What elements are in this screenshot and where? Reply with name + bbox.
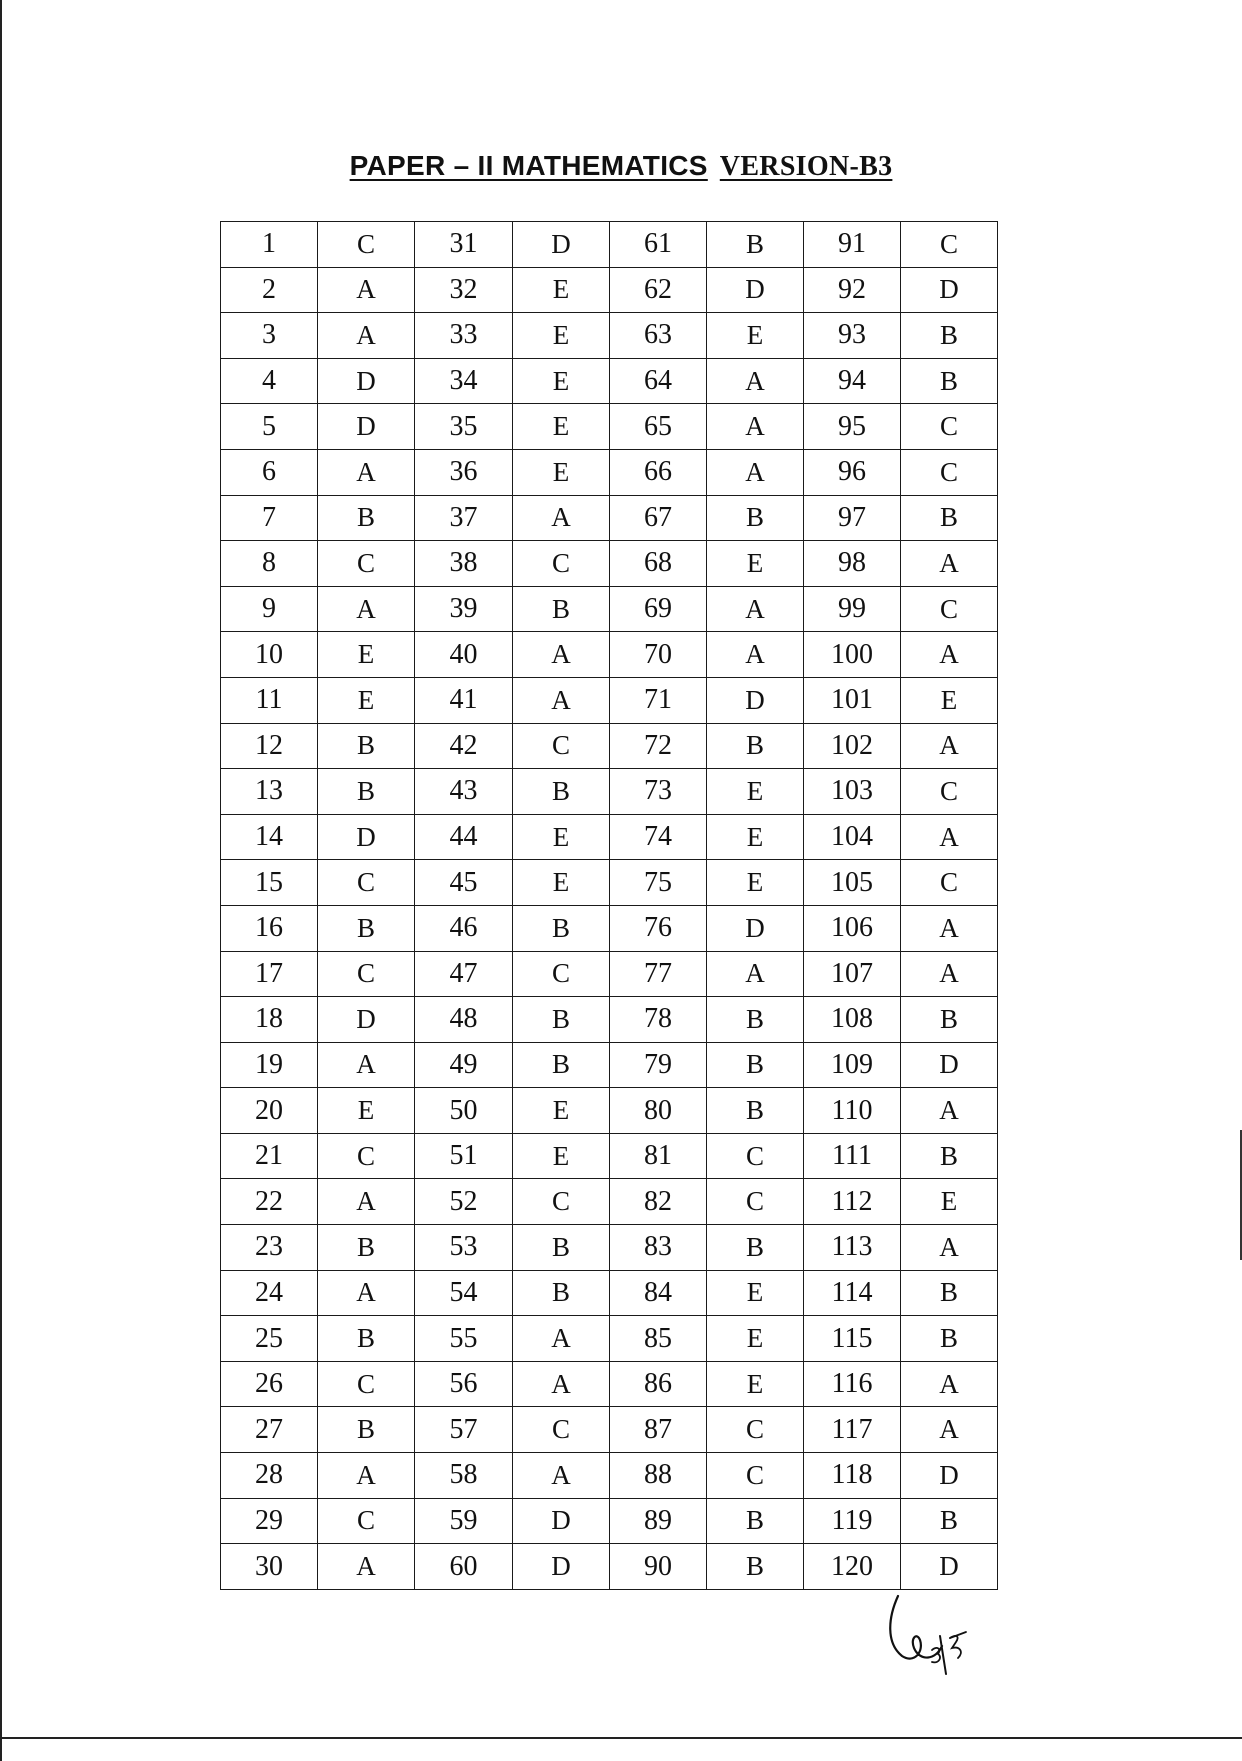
table-row (221, 1407, 998, 1453)
question-number-cell: 102 (804, 723, 901, 769)
answer-cell: C (707, 1407, 804, 1453)
answer-cell: D (318, 997, 415, 1043)
answer-cell: B (318, 723, 415, 769)
answer-cell: E (901, 1179, 998, 1225)
answer-cell: D (318, 358, 415, 404)
table-row (221, 313, 998, 359)
table-row (221, 586, 998, 632)
answer-cell: D (318, 814, 415, 860)
answer-cell: E (318, 632, 415, 678)
question-number-cell: 106 (804, 905, 901, 951)
question-number-cell: 113 (804, 1225, 901, 1271)
answer-cell: C (318, 1498, 415, 1544)
question-number-cell: 59 (415, 1498, 513, 1544)
table-row (221, 1498, 998, 1544)
answer-cell: B (901, 495, 998, 541)
question-number-cell: 56 (415, 1361, 513, 1407)
question-number-cell: 72 (610, 723, 707, 769)
answer-cell: E (318, 1088, 415, 1134)
question-number-cell: 73 (610, 769, 707, 815)
answer-cell: A (901, 1088, 998, 1134)
answer-cell: E (707, 769, 804, 815)
answer-cell: A (513, 632, 610, 678)
answer-cell: B (318, 1225, 415, 1271)
answer-cell: A (318, 267, 415, 313)
answer-cell: E (901, 677, 998, 723)
answer-cell: A (318, 449, 415, 495)
question-number-cell: 112 (804, 1179, 901, 1225)
answer-cell: B (901, 1133, 998, 1179)
question-number-cell: 34 (415, 358, 513, 404)
question-number-cell: 13 (221, 769, 318, 815)
question-number-cell: 109 (804, 1042, 901, 1088)
answer-cell: B (513, 1270, 610, 1316)
question-number-cell: 63 (610, 313, 707, 359)
question-number-cell: 28 (221, 1453, 318, 1499)
answer-cell: C (707, 1133, 804, 1179)
answer-cell: A (318, 1270, 415, 1316)
answer-cell: C (318, 1133, 415, 1179)
question-number-cell: 83 (610, 1225, 707, 1271)
answer-cell: D (901, 1042, 998, 1088)
answer-cell: B (318, 1407, 415, 1453)
question-number-cell: 30 (221, 1544, 318, 1590)
answer-cell: E (318, 677, 415, 723)
table-row (221, 1225, 998, 1271)
question-number-cell: 87 (610, 1407, 707, 1453)
answer-cell: C (513, 1407, 610, 1453)
answer-cell: B (901, 1498, 998, 1544)
question-number-cell: 11 (221, 677, 318, 723)
answer-cell: B (707, 1225, 804, 1271)
table-row (221, 723, 998, 769)
table-row (221, 1544, 998, 1590)
answer-cell: C (513, 541, 610, 587)
answer-cell: A (707, 586, 804, 632)
question-number-cell: 22 (221, 1179, 318, 1225)
question-number-cell: 98 (804, 541, 901, 587)
table-row (221, 495, 998, 541)
answer-cell: A (901, 1225, 998, 1271)
answer-cell: A (901, 905, 998, 951)
answer-cell: B (707, 495, 804, 541)
answer-cell: B (707, 1042, 804, 1088)
answer-cell: D (513, 222, 610, 268)
question-number-cell: 54 (415, 1270, 513, 1316)
answer-cell: D (901, 1544, 998, 1590)
answer-cell: E (513, 1088, 610, 1134)
question-number-cell: 62 (610, 267, 707, 313)
answer-cell: D (901, 267, 998, 313)
question-number-cell: 5 (221, 404, 318, 450)
question-number-cell: 89 (610, 1498, 707, 1544)
answer-cell: B (707, 1498, 804, 1544)
question-number-cell: 84 (610, 1270, 707, 1316)
answer-key-table (220, 221, 998, 1590)
page-title-version: VERSION-B3 (719, 151, 893, 182)
question-number-cell: 88 (610, 1453, 707, 1499)
question-number-cell: 82 (610, 1179, 707, 1225)
answer-cell: A (707, 404, 804, 450)
answer-cell: D (707, 677, 804, 723)
question-number-cell: 19 (221, 1042, 318, 1088)
answer-cell: E (707, 814, 804, 860)
question-number-cell: 75 (610, 860, 707, 906)
answer-cell: B (901, 997, 998, 1043)
question-number-cell: 8 (221, 541, 318, 587)
question-number-cell: 52 (415, 1179, 513, 1225)
scan-edge-bottom (0, 1737, 1242, 1739)
question-number-cell: 31 (415, 222, 513, 268)
question-number-cell: 37 (415, 495, 513, 541)
question-number-cell: 64 (610, 358, 707, 404)
question-number-cell: 70 (610, 632, 707, 678)
answer-cell: C (513, 951, 610, 997)
answer-cell: E (513, 267, 610, 313)
answer-cell: E (707, 1361, 804, 1407)
question-number-cell: 66 (610, 449, 707, 495)
table-row (221, 358, 998, 404)
question-number-cell: 20 (221, 1088, 318, 1134)
answer-cell: A (513, 495, 610, 541)
answer-cell: E (513, 404, 610, 450)
question-number-cell: 44 (415, 814, 513, 860)
question-number-cell: 42 (415, 723, 513, 769)
question-number-cell: 7 (221, 495, 318, 541)
answer-cell: E (513, 313, 610, 359)
answer-cell: C (513, 723, 610, 769)
answer-cell: A (513, 1453, 610, 1499)
question-number-cell: 69 (610, 586, 707, 632)
question-number-cell: 45 (415, 860, 513, 906)
table-row (221, 222, 998, 268)
question-number-cell: 4 (221, 358, 318, 404)
question-number-cell: 21 (221, 1133, 318, 1179)
table-row (221, 404, 998, 450)
question-number-cell: 48 (415, 997, 513, 1043)
answer-cell: D (513, 1544, 610, 1590)
answer-cell: A (901, 951, 998, 997)
question-number-cell: 14 (221, 814, 318, 860)
answer-cell: A (707, 358, 804, 404)
answer-cell: A (318, 313, 415, 359)
question-number-cell: 81 (610, 1133, 707, 1179)
question-number-cell: 117 (804, 1407, 901, 1453)
question-number-cell: 29 (221, 1498, 318, 1544)
table-row (221, 1133, 998, 1179)
question-number-cell: 2 (221, 267, 318, 313)
question-number-cell: 97 (804, 495, 901, 541)
answer-cell: B (707, 723, 804, 769)
question-number-cell: 58 (415, 1453, 513, 1499)
question-number-cell: 85 (610, 1316, 707, 1362)
question-number-cell: 68 (610, 541, 707, 587)
answer-cell: E (513, 860, 610, 906)
answer-key-body (221, 222, 998, 1590)
answer-cell: B (513, 905, 610, 951)
question-number-cell: 51 (415, 1133, 513, 1179)
answer-cell: A (901, 632, 998, 678)
question-number-cell: 26 (221, 1361, 318, 1407)
answer-cell: C (901, 586, 998, 632)
question-number-cell: 80 (610, 1088, 707, 1134)
answer-cell: E (513, 1133, 610, 1179)
question-number-cell: 67 (610, 495, 707, 541)
answer-cell: B (707, 1088, 804, 1134)
question-number-cell: 39 (415, 586, 513, 632)
table-row (221, 1453, 998, 1499)
question-number-cell: 57 (415, 1407, 513, 1453)
question-number-cell: 6 (221, 449, 318, 495)
answer-cell: E (707, 313, 804, 359)
question-number-cell: 105 (804, 860, 901, 906)
question-number-cell: 77 (610, 951, 707, 997)
answer-cell: B (513, 769, 610, 815)
answer-cell: E (707, 541, 804, 587)
table-row (221, 905, 998, 951)
answer-cell: A (513, 677, 610, 723)
question-number-cell: 115 (804, 1316, 901, 1362)
answer-cell: C (318, 860, 415, 906)
question-number-cell: 101 (804, 677, 901, 723)
answer-cell: A (318, 1453, 415, 1499)
question-number-cell: 25 (221, 1316, 318, 1362)
answer-cell: C (318, 1361, 415, 1407)
answer-cell: C (901, 404, 998, 450)
question-number-cell: 93 (804, 313, 901, 359)
answer-cell: B (318, 1316, 415, 1362)
answer-cell: A (513, 1316, 610, 1362)
answer-cell: B (513, 1042, 610, 1088)
question-number-cell: 24 (221, 1270, 318, 1316)
question-number-cell: 55 (415, 1316, 513, 1362)
question-number-cell: 100 (804, 632, 901, 678)
answer-cell: A (901, 814, 998, 860)
answer-cell: A (901, 1407, 998, 1453)
answer-cell: D (901, 1453, 998, 1499)
question-number-cell: 78 (610, 997, 707, 1043)
question-number-cell: 114 (804, 1270, 901, 1316)
page-title-paper: PAPER – II MATHEMATICS (349, 150, 708, 181)
answer-cell: B (901, 358, 998, 404)
answer-cell: A (318, 1042, 415, 1088)
answer-cell: B (707, 997, 804, 1043)
answer-cell: E (513, 814, 610, 860)
table-row (221, 814, 998, 860)
question-number-cell: 99 (804, 586, 901, 632)
question-number-cell: 79 (610, 1042, 707, 1088)
question-number-cell: 86 (610, 1361, 707, 1407)
answer-cell: E (707, 1270, 804, 1316)
question-number-cell: 47 (415, 951, 513, 997)
answer-cell: B (318, 495, 415, 541)
question-number-cell: 94 (804, 358, 901, 404)
answer-cell: A (707, 449, 804, 495)
question-number-cell: 60 (415, 1544, 513, 1590)
question-number-cell: 41 (415, 677, 513, 723)
question-number-cell: 36 (415, 449, 513, 495)
answer-cell: C (901, 222, 998, 268)
answer-cell: A (318, 1544, 415, 1590)
answer-cell: B (318, 769, 415, 815)
question-number-cell: 35 (415, 404, 513, 450)
question-number-cell: 16 (221, 905, 318, 951)
answer-cell: B (901, 313, 998, 359)
answer-cell: C (318, 541, 415, 587)
question-number-cell: 27 (221, 1407, 318, 1453)
table-row (221, 1179, 998, 1225)
question-number-cell: 119 (804, 1498, 901, 1544)
answer-cell: C (707, 1453, 804, 1499)
question-number-cell: 65 (610, 404, 707, 450)
question-number-cell: 15 (221, 860, 318, 906)
answer-cell: A (901, 1361, 998, 1407)
question-number-cell: 107 (804, 951, 901, 997)
table-row (221, 677, 998, 723)
question-number-cell: 10 (221, 632, 318, 678)
answer-cell: A (318, 1179, 415, 1225)
question-number-cell: 95 (804, 404, 901, 450)
question-number-cell: 118 (804, 1453, 901, 1499)
question-number-cell: 32 (415, 267, 513, 313)
answer-cell: B (901, 1270, 998, 1316)
table-row (221, 1088, 998, 1134)
answer-cell: A (901, 541, 998, 587)
answer-cell: C (901, 769, 998, 815)
question-number-cell: 43 (415, 769, 513, 815)
table-row (221, 449, 998, 495)
question-number-cell: 92 (804, 267, 901, 313)
table-row (221, 860, 998, 906)
question-number-cell: 74 (610, 814, 707, 860)
question-number-cell: 12 (221, 723, 318, 769)
answer-cell: E (513, 358, 610, 404)
question-number-cell: 1 (221, 222, 318, 268)
answer-cell: C (707, 1179, 804, 1225)
table-row (221, 951, 998, 997)
table-row (221, 632, 998, 678)
question-number-cell: 3 (221, 313, 318, 359)
answer-cell: C (901, 449, 998, 495)
page-title (0, 150, 1242, 183)
question-number-cell: 53 (415, 1225, 513, 1271)
answer-cell: C (513, 1179, 610, 1225)
answer-cell: E (707, 1316, 804, 1362)
table-row (221, 1270, 998, 1316)
question-number-cell: 91 (804, 222, 901, 268)
question-number-cell: 120 (804, 1544, 901, 1590)
table-row (221, 1042, 998, 1088)
question-number-cell: 111 (804, 1133, 901, 1179)
question-number-cell: 116 (804, 1361, 901, 1407)
answer-cell: B (707, 222, 804, 268)
question-number-cell: 110 (804, 1088, 901, 1134)
table-row (221, 267, 998, 313)
question-number-cell: 40 (415, 632, 513, 678)
question-number-cell: 9 (221, 586, 318, 632)
answer-cell: A (707, 951, 804, 997)
answer-cell: C (318, 222, 415, 268)
table-row (221, 997, 998, 1043)
table-row (221, 1316, 998, 1362)
question-number-cell: 18 (221, 997, 318, 1043)
question-number-cell: 38 (415, 541, 513, 587)
question-number-cell: 23 (221, 1225, 318, 1271)
answer-cell: B (513, 997, 610, 1043)
answer-cell: B (707, 1544, 804, 1590)
question-number-cell: 17 (221, 951, 318, 997)
answer-cell: D (707, 905, 804, 951)
answer-cell: A (901, 723, 998, 769)
table-row (221, 769, 998, 815)
question-number-cell: 103 (804, 769, 901, 815)
question-number-cell: 90 (610, 1544, 707, 1590)
answer-cell: D (707, 267, 804, 313)
question-number-cell: 71 (610, 677, 707, 723)
answer-cell: C (318, 951, 415, 997)
question-number-cell: 104 (804, 814, 901, 860)
answer-cell: A (513, 1361, 610, 1407)
question-number-cell: 76 (610, 905, 707, 951)
answer-cell: E (707, 860, 804, 906)
answer-cell: D (318, 404, 415, 450)
question-number-cell: 96 (804, 449, 901, 495)
answer-cell: B (513, 586, 610, 632)
question-number-cell: 61 (610, 222, 707, 268)
question-number-cell: 50 (415, 1088, 513, 1134)
answer-cell: A (318, 586, 415, 632)
answer-cell: B (318, 905, 415, 951)
answer-cell: D (513, 1498, 610, 1544)
scan-edge-left (0, 0, 2, 1761)
question-number-cell: 108 (804, 997, 901, 1043)
table-row (221, 1361, 998, 1407)
question-number-cell: 46 (415, 905, 513, 951)
answer-cell: A (707, 632, 804, 678)
question-number-cell: 49 (415, 1042, 513, 1088)
answer-cell: C (901, 860, 998, 906)
handwritten-signature-icon (880, 1588, 990, 1678)
answer-cell: B (513, 1225, 610, 1271)
answer-cell: E (513, 449, 610, 495)
table-row (221, 541, 998, 587)
question-number-cell: 33 (415, 313, 513, 359)
answer-cell: B (901, 1316, 998, 1362)
